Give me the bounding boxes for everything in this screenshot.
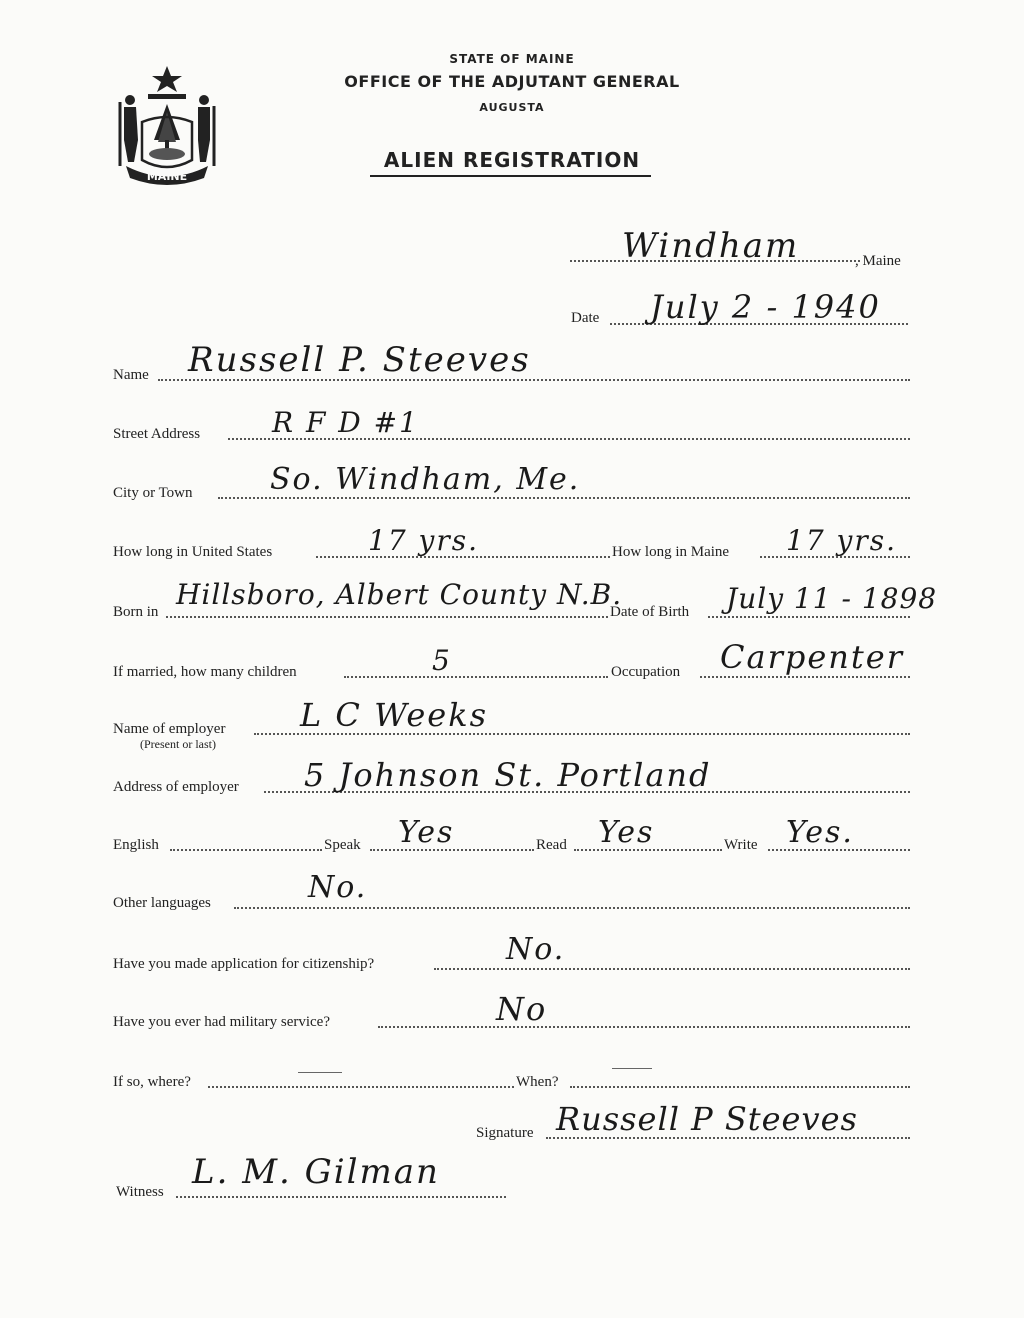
form-title: ALIEN REGISTRATION (383, 148, 641, 172)
occupation-value: Carpenter (720, 638, 904, 676)
birthplace-value: Hillsboro, Albert County N.B. (176, 578, 623, 611)
employer-address-label: Address of employer (113, 779, 239, 795)
occupation-label: Occupation (611, 664, 681, 680)
where-label: If so, where? (113, 1074, 191, 1090)
witness-field-line (176, 1196, 506, 1198)
date-label: Date (571, 310, 600, 326)
write-label: Write (724, 837, 758, 853)
citizenship-field-line (434, 968, 910, 970)
occupation-field-line (700, 676, 910, 678)
town-suffix-label: , Maine (855, 253, 901, 269)
date-value: July 2 - 1940 (650, 288, 881, 326)
military-service-value: No (496, 990, 548, 1028)
where-field-line (208, 1086, 514, 1088)
employer-label: Name of employer (113, 721, 226, 737)
where-dash-mark (298, 1072, 342, 1073)
witness-value: L. M. Gilman (192, 1152, 440, 1192)
when-dash-mark (612, 1068, 652, 1069)
other-languages-label: Other languages (113, 895, 211, 911)
other-languages-field-line (234, 907, 910, 909)
date-of-birth-field-line (708, 616, 910, 618)
employer-sublabel: (Present or last) (140, 737, 216, 751)
read-label: Read (536, 837, 567, 853)
maine-state-seal-icon (112, 62, 222, 187)
city-value: So. Windham, Me. (270, 462, 581, 497)
military-service-field-line (378, 1026, 910, 1028)
employer-address-value: 5 Johnson St. Portland (304, 756, 712, 794)
military-service-label: Have you ever had military service? (113, 1014, 330, 1030)
maine-duration-label: How long in Maine (612, 544, 730, 560)
english-field-line (170, 849, 322, 851)
street-address-label: Street Address (113, 426, 201, 442)
us-duration-label: How long in United States (113, 544, 273, 560)
other-languages-value: No. (308, 870, 368, 905)
witness-label: Witness (116, 1184, 164, 1200)
office-heading: OFFICE OF THE ADJUTANT GENERAL (344, 72, 680, 91)
birthplace-label: Born in (113, 604, 159, 620)
read-value: Yes (598, 815, 655, 850)
us-duration-value: 17 yrs. (368, 524, 480, 557)
name-label: Name (113, 367, 149, 383)
children-label: If married, how many children (113, 664, 297, 680)
employer-value: L C Weeks (300, 696, 489, 734)
when-label: When? (516, 1074, 559, 1090)
speak-label: Speak (324, 837, 361, 853)
signature-value: Russell P Steeves (556, 1100, 858, 1138)
signature-label: Signature (476, 1125, 534, 1141)
street-address-value: R F D #1 (272, 406, 419, 439)
children-value: 5 (432, 644, 452, 677)
state-heading: STATE OF MAINE (449, 52, 575, 66)
speak-value: Yes (398, 815, 455, 850)
citizenship-label: Have you made application for citizenship? (113, 956, 375, 972)
write-value: Yes. (786, 815, 854, 850)
citizenship-value: No. (506, 932, 566, 967)
english-label: English (113, 837, 159, 853)
title-underline (370, 175, 651, 177)
birthplace-field-line (166, 616, 608, 618)
name-value: Russell P. Steeves (188, 340, 531, 380)
when-field-line (570, 1086, 910, 1088)
city-label: City or Town (113, 485, 193, 501)
city-field-line (218, 497, 910, 499)
children-field-line (344, 676, 608, 678)
town-value: Windham (622, 226, 800, 266)
date-of-birth-label: Date of Birth (610, 604, 690, 620)
maine-duration-value: 17 yrs. (786, 524, 898, 557)
city-heading: AUGUSTA (479, 101, 545, 114)
svg-text:MAINE: MAINE (146, 170, 188, 183)
date-of-birth-value: July 11 - 1898 (726, 582, 938, 615)
